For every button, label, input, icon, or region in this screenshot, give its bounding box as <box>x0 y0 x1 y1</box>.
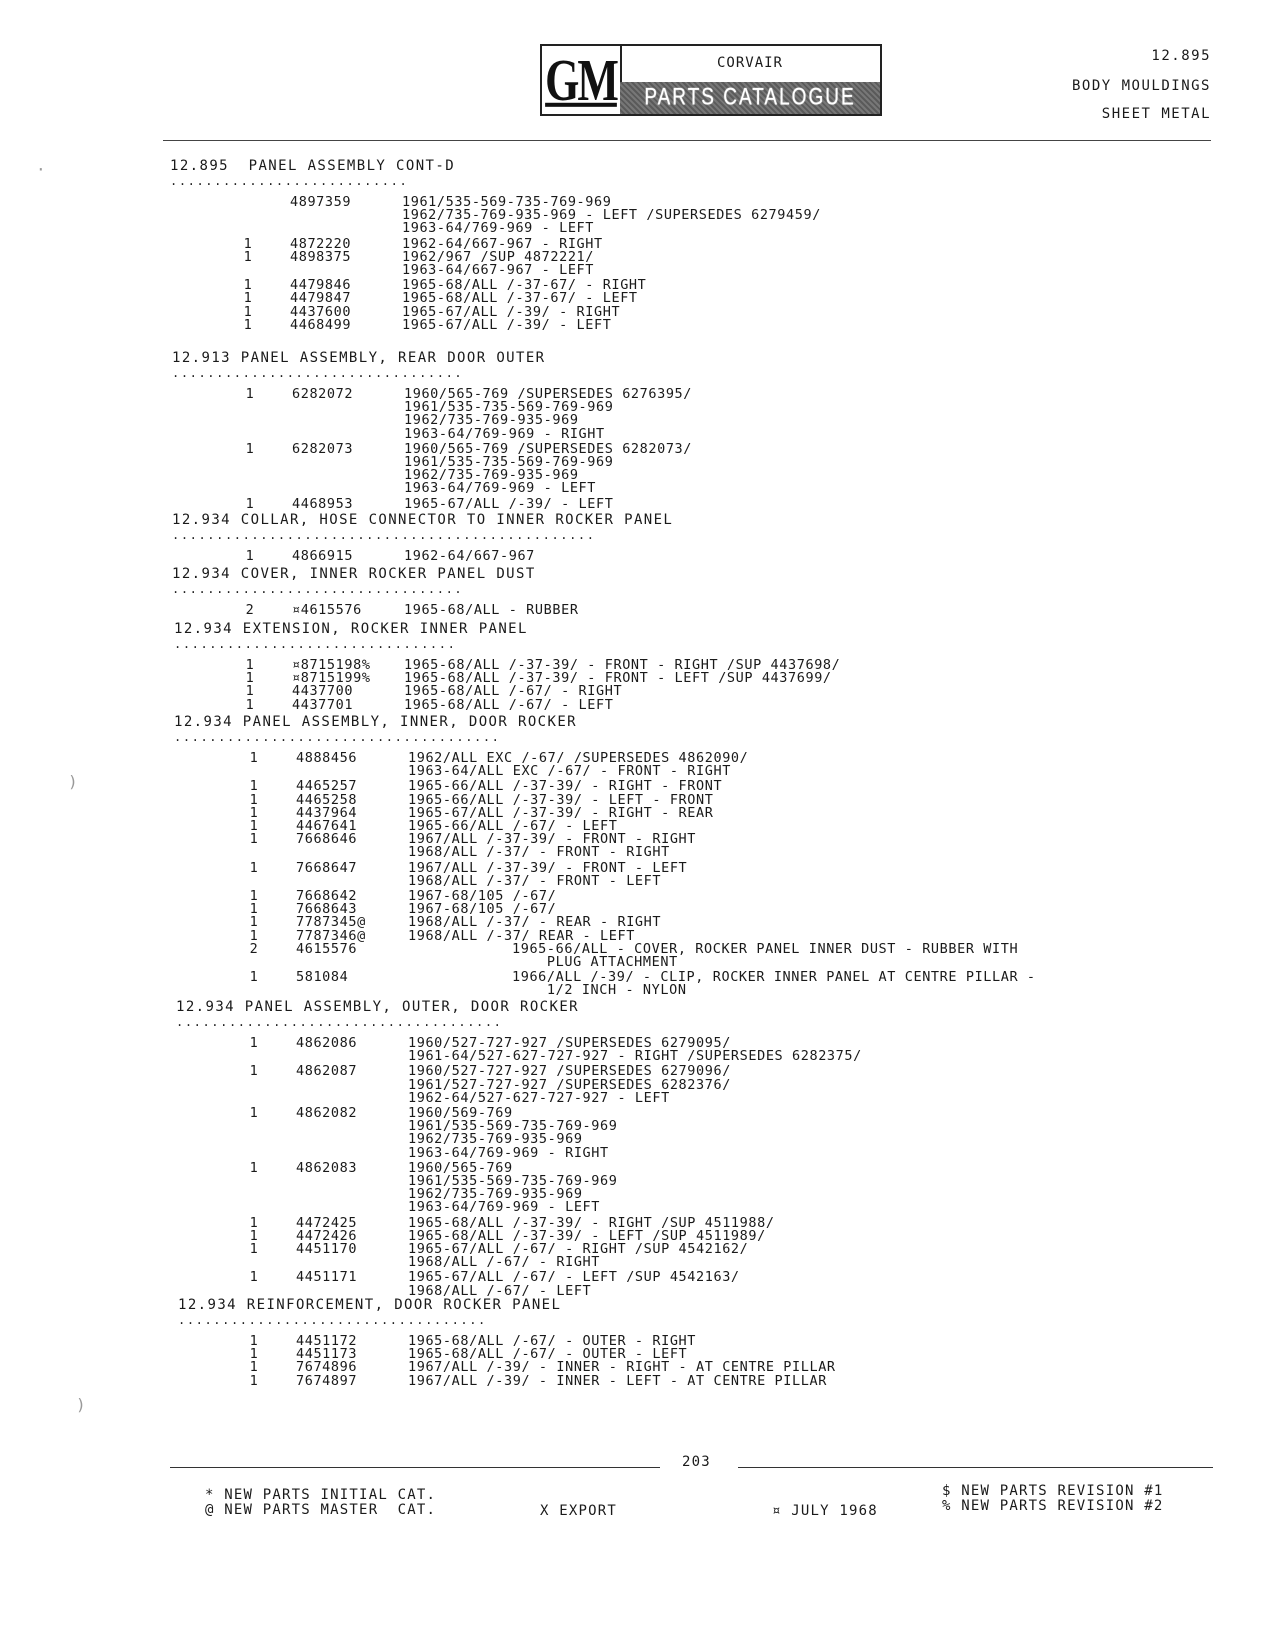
part-number: 4898375 <box>290 248 352 265</box>
section-title: 12.934 PANEL ASSEMBLY, INNER, DOOR ROCKER <box>174 714 577 730</box>
quantity: 1 <box>245 683 255 700</box>
quantity: 1 <box>249 969 259 986</box>
application-line: 1965-68/ALL /-67/ - OUTER - RIGHT <box>408 1333 697 1349</box>
application-line: 1968/ALL /-37/ REAR - LEFT <box>408 927 635 944</box>
gm-logo-icon <box>542 46 622 114</box>
part-number: 4897359 <box>290 194 352 210</box>
section-title: 12.934 EXTENSION, ROCKER INNER PANEL <box>174 621 528 637</box>
quantity: 1 <box>245 495 255 512</box>
application-line: 1968/ALL /-37/ - FRONT - RIGHT <box>408 844 670 861</box>
application-line: 1961/535-735-569-769-969 <box>404 454 614 470</box>
quantity: 1 <box>245 670 255 687</box>
part-number: 7674897 <box>296 1372 358 1389</box>
part-number: 4472425 <box>296 1214 358 1231</box>
quantity: 1 <box>245 657 255 673</box>
quantity: 1 <box>249 914 259 931</box>
legend-date: ¤ JULY 1968 <box>772 1503 878 1519</box>
header-divider <box>163 140 1211 141</box>
part-number: 7668643 <box>296 901 358 918</box>
quantity: 1 <box>249 901 259 918</box>
part-number: 4451173 <box>296 1346 358 1363</box>
part-number: 4451170 <box>296 1241 358 1257</box>
part-number: 4615576 <box>296 940 358 957</box>
quantity: 1 <box>243 316 253 333</box>
quantity: 1 <box>243 290 253 307</box>
part-number: 7668642 <box>296 888 358 904</box>
application-line: 1968/ALL /-37/ - REAR - RIGHT <box>408 914 662 931</box>
application-line: 1962-64/667-967 <box>404 548 535 564</box>
application-line: 1960/569-769 <box>408 1105 513 1121</box>
application-line: 1965-68/ALL /-37-39/ - RIGHT /SUP 4511988/ <box>408 1214 775 1231</box>
part-number: 4479847 <box>290 290 352 307</box>
quantity: 2 <box>245 602 255 618</box>
quantity: 1 <box>245 696 255 713</box>
section-leader-dots: ................................... <box>178 1313 487 1327</box>
section-title: 12.895 PANEL ASSEMBLY CONT-D <box>170 158 456 174</box>
part-number: 4888456 <box>296 750 358 766</box>
application-line: 1961/535-735-569-769-969 <box>404 399 614 416</box>
application-line: 1966/ALL /-39/ - CLIP, ROCKER INNER PANEL AT CENTRE PILLAR - <box>512 969 1036 986</box>
footer-rule-left <box>170 1467 660 1468</box>
quantity: 1 <box>245 386 255 402</box>
part-number: 4472426 <box>296 1227 358 1244</box>
quantity: 1 <box>249 1227 259 1244</box>
section-leader-dots: ........................... <box>170 174 409 188</box>
quantity: 1 <box>249 1105 259 1121</box>
application-line: 1961/535-569-735-769-969 <box>408 1118 618 1135</box>
part-number: 7668647 <box>296 859 358 876</box>
part-number: ¤8715198% <box>292 657 371 673</box>
part-number: 4862087 <box>296 1063 358 1080</box>
application-line: 1961-64/527-627-727-927 - RIGHT /SUPERSEDES 6282375/ <box>408 1048 862 1065</box>
page-number: 203 <box>682 1454 711 1470</box>
application-line: 1965-67/ALL /-39/ - RIGHT <box>402 303 621 320</box>
application-line: 1962/735-769-935-969 <box>404 467 579 484</box>
quantity: 1 <box>249 1241 259 1257</box>
part-number: 4451172 <box>296 1333 358 1349</box>
application-line: 1962/ALL EXC /-67/ /SUPERSEDES 4862090/ <box>408 750 749 766</box>
part-number: 4437701 <box>292 696 354 713</box>
application-line: 1967/ALL /-39/ - INNER - LEFT - AT CENTRE PILLAR <box>408 1372 827 1389</box>
application-line: 1965-68/ALL /-37-39/ - LEFT /SUP 4511989/ <box>408 1227 766 1244</box>
quantity: 1 <box>249 927 259 944</box>
application-line: 1960/527-727-927 /SUPERSEDES 6279096/ <box>408 1063 731 1080</box>
section-leader-dots: ................................................ <box>172 528 596 542</box>
section-leader-dots: ................................. <box>172 582 464 596</box>
gm-logo-text: GM <box>545 46 617 114</box>
application-line: 1965-68/ALL /-37-67/ - RIGHT <box>402 277 647 294</box>
application-line: 1961/535-569-735-769-969 <box>408 1173 618 1189</box>
part-number: 4437700 <box>292 683 354 700</box>
catalogue-band-text: PARTS CATALOGUE <box>644 84 856 111</box>
margin-mark: · <box>36 160 46 179</box>
application-line: 1963-64/769-969 - RIGHT <box>408 1144 609 1161</box>
legend-export: X EXPORT <box>540 1503 618 1519</box>
application-line: 1968/ALL /-67/ - RIGHT <box>408 1254 601 1271</box>
application-line: 1967/ALL /-37-39/ - FRONT - RIGHT <box>408 831 697 848</box>
application-line: 1965-68/ALL /-37-67/ - LEFT <box>402 290 638 307</box>
application-line: 1962/735-769-935-969 <box>408 1186 583 1203</box>
part-number: 4467641 <box>296 818 358 834</box>
part-number: 6282073 <box>292 440 354 457</box>
legend-new-master: @ NEW PARTS MASTER CAT. <box>205 1502 437 1518</box>
application-line: 1965-68/ALL /-67/ - OUTER - LEFT <box>408 1346 688 1363</box>
quantity: 1 <box>249 1333 259 1349</box>
quantity: 1 <box>249 1063 259 1080</box>
application-line: 1965-68/ALL /-37-39/ - FRONT - LEFT /SUP 4437699/ <box>404 670 832 687</box>
section-title: 12.934 PANEL ASSEMBLY, OUTER, DOOR ROCKER <box>176 999 579 1015</box>
section-leader-dots: ................................ <box>174 637 457 651</box>
quantity: 1 <box>249 1035 259 1051</box>
gm-parts-catalogue-logo <box>540 44 882 116</box>
application-line: 1961/527-727-927 /SUPERSEDES 6282376/ <box>408 1076 731 1093</box>
part-number: 4872220 <box>290 235 352 252</box>
part-number: ¤8715199% <box>292 670 371 687</box>
part-number: 4862086 <box>296 1035 358 1051</box>
section-leader-dots: ..................................... <box>176 1015 503 1029</box>
brand-line: CORVAIR <box>716 55 783 71</box>
application-line: 1965-68/ALL /-67/ - RIGHT <box>404 683 623 700</box>
application-line: 1962-64/527-627-727-927 - LEFT <box>408 1089 670 1106</box>
quantity: 1 <box>243 235 253 252</box>
application-line: 1965-67/ALL /-39/ - LEFT <box>402 316 612 333</box>
application-line: 1960/565-769 /SUPERSEDES 6282073/ <box>404 440 693 457</box>
quantity: 1 <box>249 1159 259 1176</box>
section-leader-dots: ..................................... <box>174 730 501 744</box>
application-line: 1962/735-769-935-969 - LEFT /SUPERSEDES 6279459/ <box>402 207 821 224</box>
catalogue-band <box>620 82 880 114</box>
application-line: 1965-66/ALL /-37-39/ - LEFT - FRONT <box>408 791 714 808</box>
part-number: 4468499 <box>290 316 352 333</box>
application-line: PLUG ATTACHMENT <box>512 954 678 970</box>
part-number: ¤4615576 <box>292 602 362 618</box>
application-line: 1963-64/769-969 - LEFT <box>402 220 595 237</box>
part-number: 7787346@ <box>296 927 366 944</box>
application-line: 1962/735-769-935-969 <box>404 412 579 429</box>
application-line: 1962/967 /SUP 4872221/ <box>402 248 595 265</box>
part-number: 4862083 <box>296 1159 358 1176</box>
footer-rule-right <box>738 1467 1213 1468</box>
application-line: 1968/ALL /-37/ - FRONT - LEFT <box>408 872 662 889</box>
quantity: 1 <box>249 1372 259 1389</box>
application-line: 1965-68/ALL - RUBBER <box>404 602 579 618</box>
part-number: 4468953 <box>292 495 354 512</box>
quantity: 1 <box>245 440 255 457</box>
application-line: 1963-64/769-969 - LEFT <box>408 1199 601 1216</box>
quantity: 1 <box>249 804 259 821</box>
quantity: 1 <box>249 888 259 904</box>
part-number: 4437964 <box>296 804 358 821</box>
application-line: 1967/ALL /-39/ - INNER - RIGHT - AT CENTRE PILLAR <box>408 1359 836 1376</box>
application-line: 1965-66/ALL /-67/ - LEFT <box>408 818 618 834</box>
part-number: 7787345@ <box>296 914 366 931</box>
application-line: 1962/735-769-935-969 <box>408 1131 583 1148</box>
application-line: 1963-64/769-969 - RIGHT <box>404 425 605 442</box>
application-line: 1963-64/ALL EXC /-67/ - FRONT - RIGHT <box>408 763 731 780</box>
legend-new-initial: * NEW PARTS INITIAL CAT. <box>205 1487 437 1503</box>
part-number: 4862082 <box>296 1105 358 1121</box>
application-line: 1/2 INCH - NYLON <box>512 982 687 999</box>
quantity: 1 <box>249 831 259 848</box>
quantity: 1 <box>243 303 253 320</box>
application-line: 1965-67/ALL /-37-39/ - RIGHT - REAR <box>408 804 714 821</box>
application-line: 1965-68/ALL /-67/ - LEFT <box>404 696 614 713</box>
part-number: 4479846 <box>290 277 352 294</box>
legend-revision-1: $ NEW PARTS REVISION #1 <box>942 1483 1164 1499</box>
section-title: 12.934 REINFORCEMENT, DOOR ROCKER PANEL <box>178 1297 562 1313</box>
group-title-line-2: SHEET METAL <box>1101 106 1211 122</box>
quantity: 1 <box>249 1346 259 1363</box>
quantity: 1 <box>249 1269 259 1286</box>
quantity: 1 <box>249 778 259 795</box>
application-line: 1965-67/ALL /-67/ - RIGHT /SUP 4542162/ <box>408 1241 749 1257</box>
group-number: 12.895 <box>1151 48 1211 64</box>
application-line: 1967/ALL /-37-39/ - FRONT - LEFT <box>408 859 688 876</box>
legend-revision-2: % NEW PARTS REVISION #2 <box>942 1498 1164 1514</box>
application-line: 1961/535-569-735-769-969 <box>402 194 612 210</box>
margin-mark: ) <box>68 772 78 791</box>
application-line: 1965-67/ALL /-39/ - LEFT <box>404 495 614 512</box>
application-line: 1965-66/ALL /-37-39/ - RIGHT - FRONT <box>408 778 723 795</box>
quantity: 1 <box>249 750 259 766</box>
quantity: 1 <box>243 277 253 294</box>
part-number: 4451171 <box>296 1269 358 1286</box>
section-title: 12.934 COLLAR, HOSE CONNECTOR TO INNER ROCKER PANEL <box>172 512 674 528</box>
application-line: 1965-67/ALL /-67/ - LEFT /SUP 4542163/ <box>408 1269 740 1286</box>
section-leader-dots: ................................. <box>172 366 464 380</box>
part-number: 4866915 <box>292 548 354 564</box>
application-line: 1960/565-769 /SUPERSEDES 6276395/ <box>404 386 693 402</box>
quantity: 1 <box>245 548 255 564</box>
quantity: 1 <box>249 1359 259 1376</box>
section-title: 12.913 PANEL ASSEMBLY, REAR DOOR OUTER <box>172 350 546 366</box>
quantity: 1 <box>243 248 253 265</box>
application-line: 1960/565-769 <box>408 1159 513 1176</box>
application-line: 1967-68/105 /-67/ <box>408 901 557 918</box>
application-line: 1967-68/105 /-67/ <box>408 888 557 904</box>
application-line: 1963-64/769-969 - LEFT <box>404 480 597 497</box>
quantity: 1 <box>249 818 259 834</box>
part-number: 4437600 <box>290 303 352 320</box>
group-title-line-1: BODY MOULDINGS <box>1071 78 1211 94</box>
quantity: 1 <box>249 791 259 808</box>
application-line: 1960/527-727-927 /SUPERSEDES 6279095/ <box>408 1035 731 1051</box>
quantity: 2 <box>249 940 259 957</box>
margin-mark: ) <box>76 1395 86 1414</box>
part-number: 4465257 <box>296 778 358 795</box>
part-number: 6282072 <box>292 386 354 402</box>
application-line: 1965-66/ALL - COVER, ROCKER PANEL INNER DUST - RUBBER WITH <box>512 940 1019 957</box>
part-number: 581084 <box>296 969 349 986</box>
application-line: 1962-64/667-967 - RIGHT <box>402 235 603 252</box>
part-number: 7674896 <box>296 1359 358 1376</box>
application-line: 1965-68/ALL /-37-39/ - FRONT - RIGHT /SUP 4437698/ <box>404 657 841 673</box>
application-line: 1968/ALL /-67/ - LEFT <box>408 1282 592 1299</box>
part-number: 7668646 <box>296 831 358 848</box>
quantity: 1 <box>249 1214 259 1231</box>
section-title: 12.934 COVER, INNER ROCKER PANEL DUST <box>172 566 536 582</box>
application-line: 1963-64/667-967 - LEFT <box>402 262 595 278</box>
part-number: 4465258 <box>296 791 358 808</box>
quantity: 1 <box>249 859 259 876</box>
